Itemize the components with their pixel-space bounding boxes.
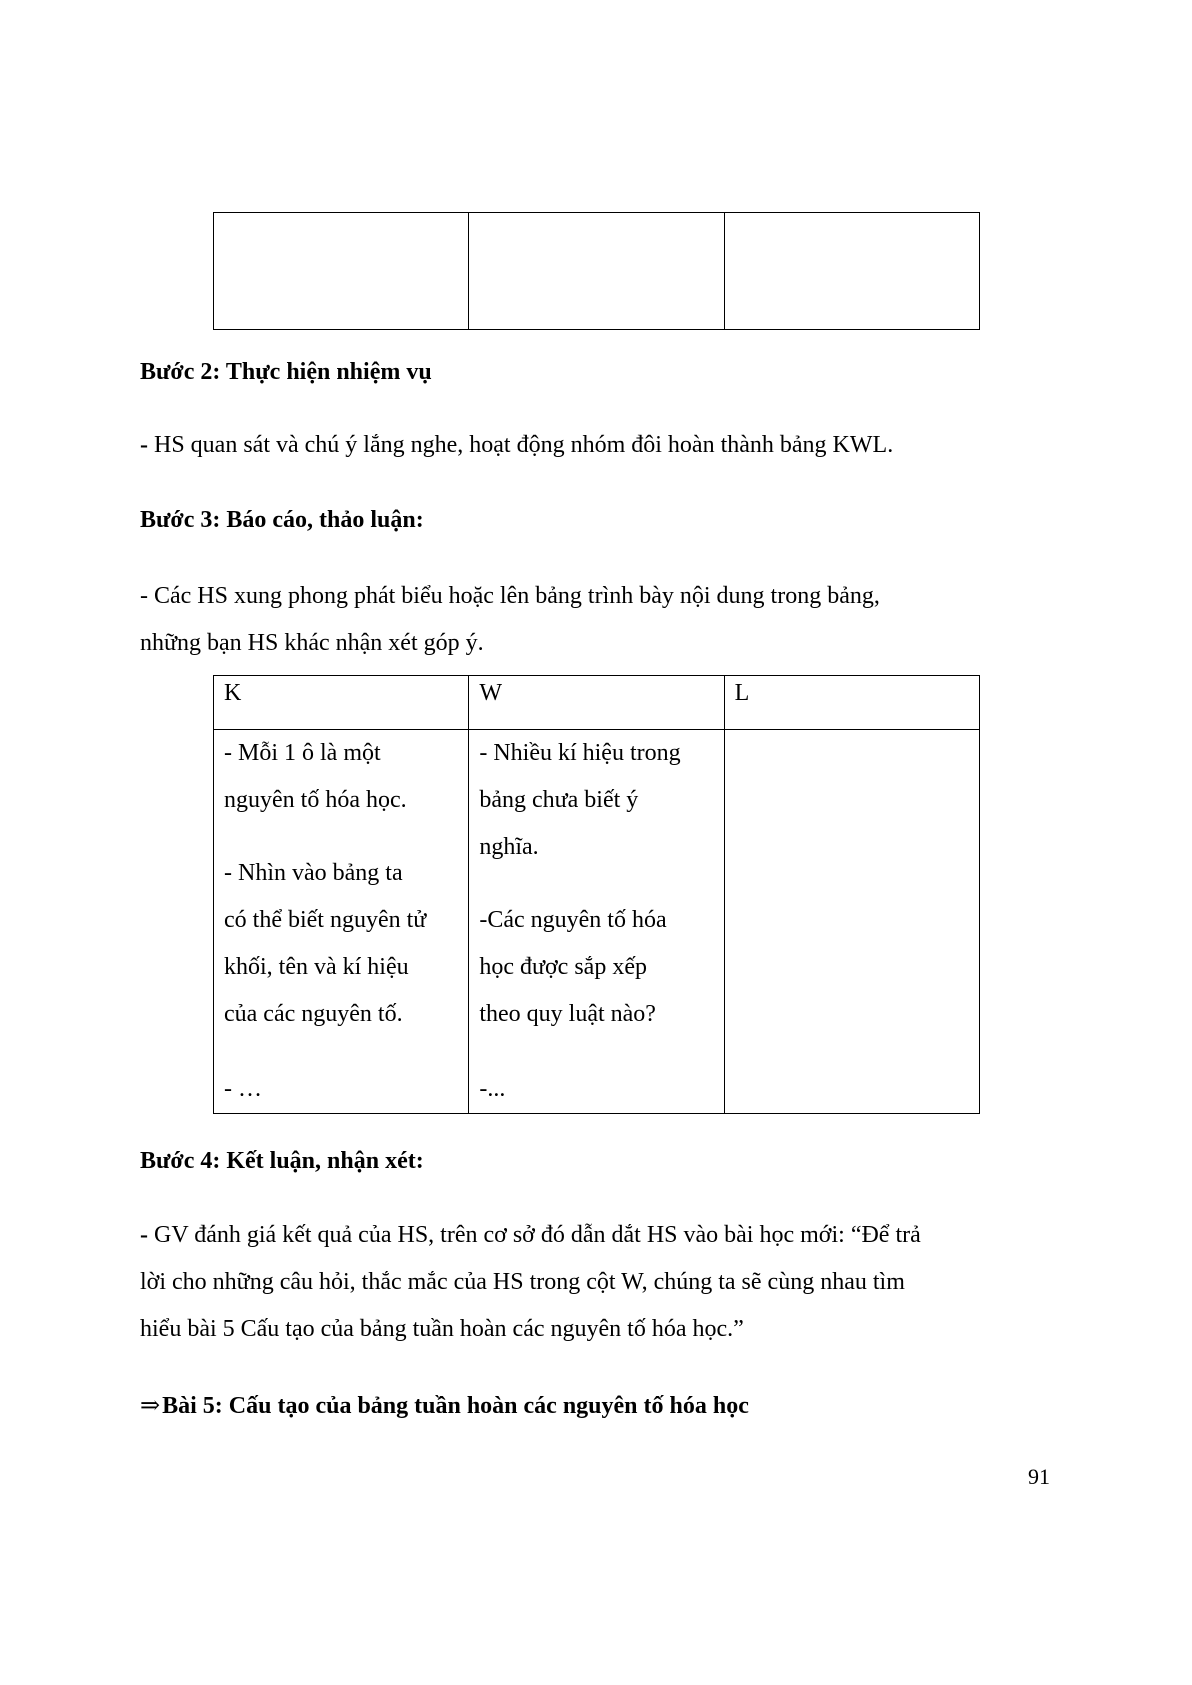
w-gap-2 [479,1038,715,1066]
w-line-1: - Nhiều kí hiệu trong [479,740,681,766]
step3-heading: Bước 3: Báo cáo, thảo luận: [140,507,424,533]
k-line-4: có thể biết nguyên tử [224,907,427,933]
step4-line-3: hiểu bài 5 Cấu tạo của bảng tuần hoàn các nguyên tố hóa học.” [140,1316,744,1342]
page-number: 91 [1028,1464,1050,1489]
kwl-empty-cell-k [214,213,469,330]
kwl-header-w: W [469,676,724,730]
step4-dash: - [140,1222,148,1248]
step4-line-2: lời cho những câu hỏi, thắc mắc của HS trong cột W, chúng ta sẽ cùng nhau tìm [140,1269,905,1295]
k-line-1: - Mỗi 1 ô là một [224,740,381,766]
kwl-body-row [214,730,980,1114]
lesson-title-text: Bài 5: Cấu tạo của bảng tuần hoàn các nguyên tố hóa học [162,1393,749,1419]
w-line-7: -... [479,1076,506,1102]
lesson-title [140,1391,749,1420]
step3-line-2: những bạn HS khác nhận xét góp ý. [140,630,484,656]
kwl-cell-k [214,730,469,1114]
k-line-6: của các nguyên tố. [224,1001,403,1027]
kwl-empty-cell-w [469,213,724,330]
step2-heading: Bước 2: Thực hiện nhiệm vụ [140,359,432,385]
kwl-header-row [214,676,980,730]
w-line-3: nghĩa. [479,834,539,860]
kwl-empty-cell-l [724,213,979,330]
k-line-7: - … [224,1076,262,1102]
w-gap-1 [479,871,715,897]
step4-line-1-text: GV đánh giá kết quả của HS, trên cơ sở đó dẫn dắt HS vào bài học mới: “Để trả [148,1222,921,1248]
k-gap-1 [224,824,460,850]
w-line-2: bảng chưa biết ý [479,787,639,813]
step2-text: HS quan sát và chú ý lắng nghe, hoạt động nhóm đôi hoàn thành bảng KWL. [148,432,894,458]
kwl-cell-l [724,730,979,1114]
w-line-5: học được sắp xếp [479,954,647,980]
k-line-5: khối, tên và kí hiệu [224,954,409,980]
w-line-6: theo quy luật nào? [479,1001,656,1027]
kwl-header-k: K [214,676,469,730]
kwl-empty-table [213,212,980,330]
kwl-table [213,675,980,1114]
kwl-cell-w [469,730,724,1114]
w-line-4: -Các nguyên tố hóa [479,907,667,933]
implies-arrow-icon: ⇒ [140,1393,161,1419]
kwl-header-l: L [724,676,979,730]
step2-paragraph [140,432,893,459]
step3-line-1: - Các HS xung phong phát biểu hoặc lên bảng trình bày nội dung trong bảng, [140,583,880,609]
step4-line-1 [140,1222,921,1249]
k-line-2: nguyên tố hóa học. [224,787,407,813]
step4-heading: Bước 4: Kết luận, nhận xét: [140,1148,424,1174]
step2-dash: - [140,432,148,458]
k-line-3: - Nhìn vào bảng ta [224,860,403,886]
k-gap-2 [224,1038,460,1066]
